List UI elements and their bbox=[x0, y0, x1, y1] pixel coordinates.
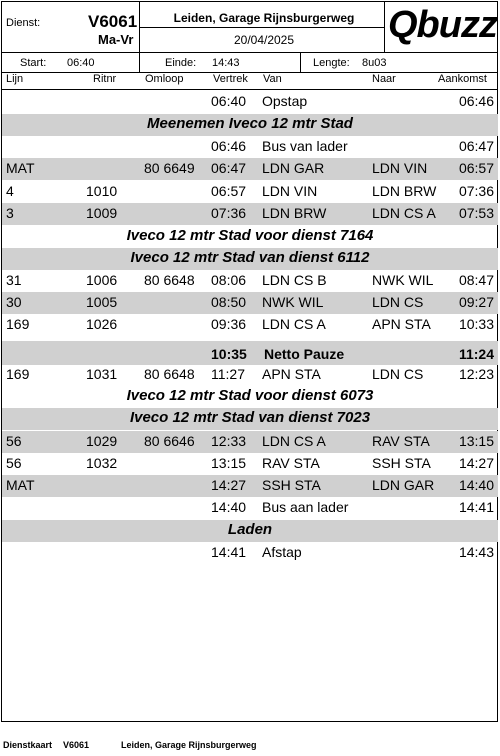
cell-ritnr: 1031 bbox=[86, 366, 118, 382]
cell-aankomst: 14:41 bbox=[458, 499, 494, 515]
cell-lijn: 4 bbox=[6, 183, 14, 199]
cell-van: LDN CS A bbox=[262, 316, 326, 332]
cell-ritnr: 1010 bbox=[86, 183, 118, 199]
cell-vertrek: 08:06 bbox=[211, 272, 247, 288]
table-row bbox=[2, 497, 498, 519]
divider bbox=[2, 52, 498, 53]
cell-omloop: 80 6646 bbox=[144, 433, 195, 449]
cell-vertrek: 08:50 bbox=[211, 294, 247, 310]
cell-aankomst: 14:40 bbox=[458, 477, 494, 493]
cell-aankomst: 07:53 bbox=[458, 205, 494, 221]
cell-ritnr: 1026 bbox=[86, 316, 118, 332]
cell-lijn: MAT bbox=[6, 477, 35, 493]
cell-van: LDN CS A bbox=[262, 433, 326, 449]
cell-aankomst: 10:33 bbox=[458, 316, 494, 332]
col-naar: Naar bbox=[372, 73, 396, 85]
table-row bbox=[2, 181, 498, 203]
cell-vertrek: 06:47 bbox=[211, 160, 247, 176]
divider bbox=[2, 89, 498, 90]
table-row bbox=[2, 203, 498, 225]
cell-aankomst: 06:57 bbox=[458, 160, 494, 176]
cell-van: LDN GAR bbox=[262, 160, 325, 176]
footer-location: Leiden, Garage Rijnsburgerweg bbox=[121, 740, 257, 750]
banner-text: Iveco 12 mtr Stad van dienst 7023 bbox=[129, 409, 371, 426]
table-row bbox=[2, 542, 498, 564]
cell-van: Bus van lader bbox=[262, 138, 348, 154]
einde-label: Einde: bbox=[165, 57, 197, 69]
cell-aankomst: 08:47 bbox=[458, 272, 494, 288]
cell-vertrek: 14:41 bbox=[211, 544, 247, 560]
cell-van: Opstap bbox=[262, 93, 308, 109]
cell-aankomst: 09:27 bbox=[458, 294, 494, 310]
cell-ritnr: 1009 bbox=[86, 205, 118, 221]
cell-lijn: 169 bbox=[6, 316, 30, 332]
cell-aankomst: 14:27 bbox=[458, 455, 494, 471]
pause-vertrek: 10:35 bbox=[211, 346, 247, 362]
table-row bbox=[2, 91, 498, 113]
pause-aankomst: 11:24 bbox=[458, 346, 494, 362]
garage-location: Leiden, Garage Rijnsburgerweg bbox=[173, 11, 355, 25]
table-row bbox=[2, 314, 498, 336]
col-aankomst: Aankomst bbox=[438, 73, 487, 85]
cell-ritnr: 1032 bbox=[86, 455, 118, 471]
einde-value: 14:43 bbox=[212, 57, 240, 69]
lengte-value: 8u03 bbox=[362, 57, 387, 69]
cell-vertrek: 06:57 bbox=[211, 183, 247, 199]
cell-lijn: 31 bbox=[6, 272, 22, 288]
col-van: Van bbox=[263, 73, 282, 85]
cell-van: LDN VIN bbox=[262, 183, 318, 199]
table-row bbox=[2, 292, 498, 314]
dienst-label: Dienst: bbox=[6, 17, 41, 29]
cell-vertrek: 14:40 bbox=[211, 499, 247, 515]
cell-aankomst: 14:43 bbox=[458, 544, 494, 560]
divider bbox=[384, 2, 385, 52]
cell-vertrek: 06:46 bbox=[211, 138, 247, 154]
cell-naar: LDN BRW bbox=[372, 183, 437, 199]
cell-vertrek: 06:40 bbox=[211, 93, 247, 109]
cell-aankomst: 06:46 bbox=[458, 93, 494, 109]
cell-vertrek: 09:36 bbox=[211, 316, 247, 332]
start-value: 06:40 bbox=[67, 57, 95, 69]
cell-lijn: 3 bbox=[6, 205, 14, 221]
qbuzz-logo: Qbuzz bbox=[388, 4, 497, 46]
pause-van: Netto Pauze bbox=[264, 346, 345, 362]
cell-naar: LDN CS A bbox=[372, 205, 436, 221]
cell-ritnr: 1006 bbox=[86, 272, 118, 288]
footer-card: Dienstkaart bbox=[3, 740, 53, 750]
cell-lijn: MAT bbox=[6, 160, 35, 176]
cell-omloop: 80 6648 bbox=[144, 366, 195, 382]
divider bbox=[140, 27, 384, 28]
cell-naar: NWK WIL bbox=[372, 272, 434, 288]
cell-lijn: 169 bbox=[6, 366, 30, 382]
table-row bbox=[2, 475, 498, 497]
cell-ritnr: 1005 bbox=[86, 294, 118, 310]
cell-vertrek: 13:15 bbox=[211, 455, 247, 471]
banner-text: Iveco 12 mtr Stad van dienst 6112 bbox=[130, 249, 370, 266]
cell-omloop: 80 6649 bbox=[144, 160, 195, 176]
schedule-date: 20/04/2025 bbox=[233, 33, 295, 47]
lengte-label: Lengte: bbox=[313, 57, 350, 69]
cell-naar: APN STA bbox=[372, 316, 431, 332]
cell-van: NWK WIL bbox=[262, 294, 324, 310]
divider bbox=[2, 72, 498, 73]
cell-naar: LDN CS bbox=[372, 366, 424, 382]
cell-aankomst: 06:47 bbox=[458, 138, 494, 154]
table-row bbox=[2, 158, 498, 180]
section-banner bbox=[2, 226, 498, 248]
cell-van: SSH STA bbox=[262, 477, 321, 493]
cell-naar: LDN GAR bbox=[372, 477, 435, 493]
cell-naar: RAV STA bbox=[372, 433, 430, 449]
footer-code: V6061 bbox=[63, 740, 90, 750]
cell-van: LDN CS B bbox=[262, 272, 327, 288]
cell-van: Afstap bbox=[262, 544, 302, 560]
pause-row bbox=[2, 341, 498, 365]
cell-vertrek: 12:33 bbox=[211, 433, 247, 449]
dienst-days: Ma-Vr bbox=[98, 32, 134, 47]
cell-lijn: 56 bbox=[6, 455, 22, 471]
cell-aankomst: 13:15 bbox=[458, 433, 494, 449]
banner-text: Meenemen Iveco 12 mtr Stad bbox=[147, 115, 353, 132]
cell-aankomst: 07:36 bbox=[458, 183, 494, 199]
dienst-code: V6061 bbox=[88, 12, 138, 31]
section-banner bbox=[2, 248, 498, 270]
cell-vertrek: 11:27 bbox=[211, 366, 245, 382]
banner-text: Iveco 12 mtr Stad voor dienst 6073 bbox=[126, 387, 374, 404]
col-lijn: Lijn bbox=[6, 73, 24, 85]
col-ritnr: Ritnr bbox=[93, 73, 117, 85]
cell-van: APN STA bbox=[262, 366, 321, 382]
section-banner bbox=[2, 408, 498, 430]
table-row bbox=[2, 453, 498, 475]
cell-omloop: 80 6648 bbox=[144, 272, 195, 288]
divider bbox=[139, 52, 140, 72]
col-omloop: Omloop bbox=[145, 73, 184, 85]
cell-vertrek: 07:36 bbox=[211, 205, 247, 221]
cell-naar: LDN VIN bbox=[372, 160, 428, 176]
section-banner bbox=[2, 114, 498, 136]
banner-text: Iveco 12 mtr Stad voor dienst 7164 bbox=[126, 227, 374, 244]
divider bbox=[300, 52, 301, 72]
cell-naar: LDN CS bbox=[372, 294, 424, 310]
cell-aankomst: 12:23 bbox=[458, 366, 494, 382]
cell-van: RAV STA bbox=[262, 455, 320, 471]
section-banner bbox=[2, 520, 498, 542]
cell-naar: SSH STA bbox=[372, 455, 431, 471]
cell-lijn: 56 bbox=[6, 433, 22, 449]
cell-ritnr: 1029 bbox=[86, 433, 118, 449]
cell-van: Bus aan lader bbox=[262, 499, 349, 515]
cell-lijn: 30 bbox=[6, 294, 22, 310]
table-row bbox=[2, 431, 498, 453]
table-row bbox=[2, 136, 498, 158]
cell-vertrek: 14:27 bbox=[211, 477, 247, 493]
banner-text: Laden bbox=[227, 521, 273, 538]
section-banner bbox=[2, 386, 498, 408]
table-row bbox=[2, 270, 498, 292]
cell-van: LDN BRW bbox=[262, 205, 327, 221]
start-label: Start: bbox=[20, 57, 47, 69]
table-row bbox=[2, 364, 498, 386]
col-vertrek: Vertrek bbox=[213, 73, 248, 85]
